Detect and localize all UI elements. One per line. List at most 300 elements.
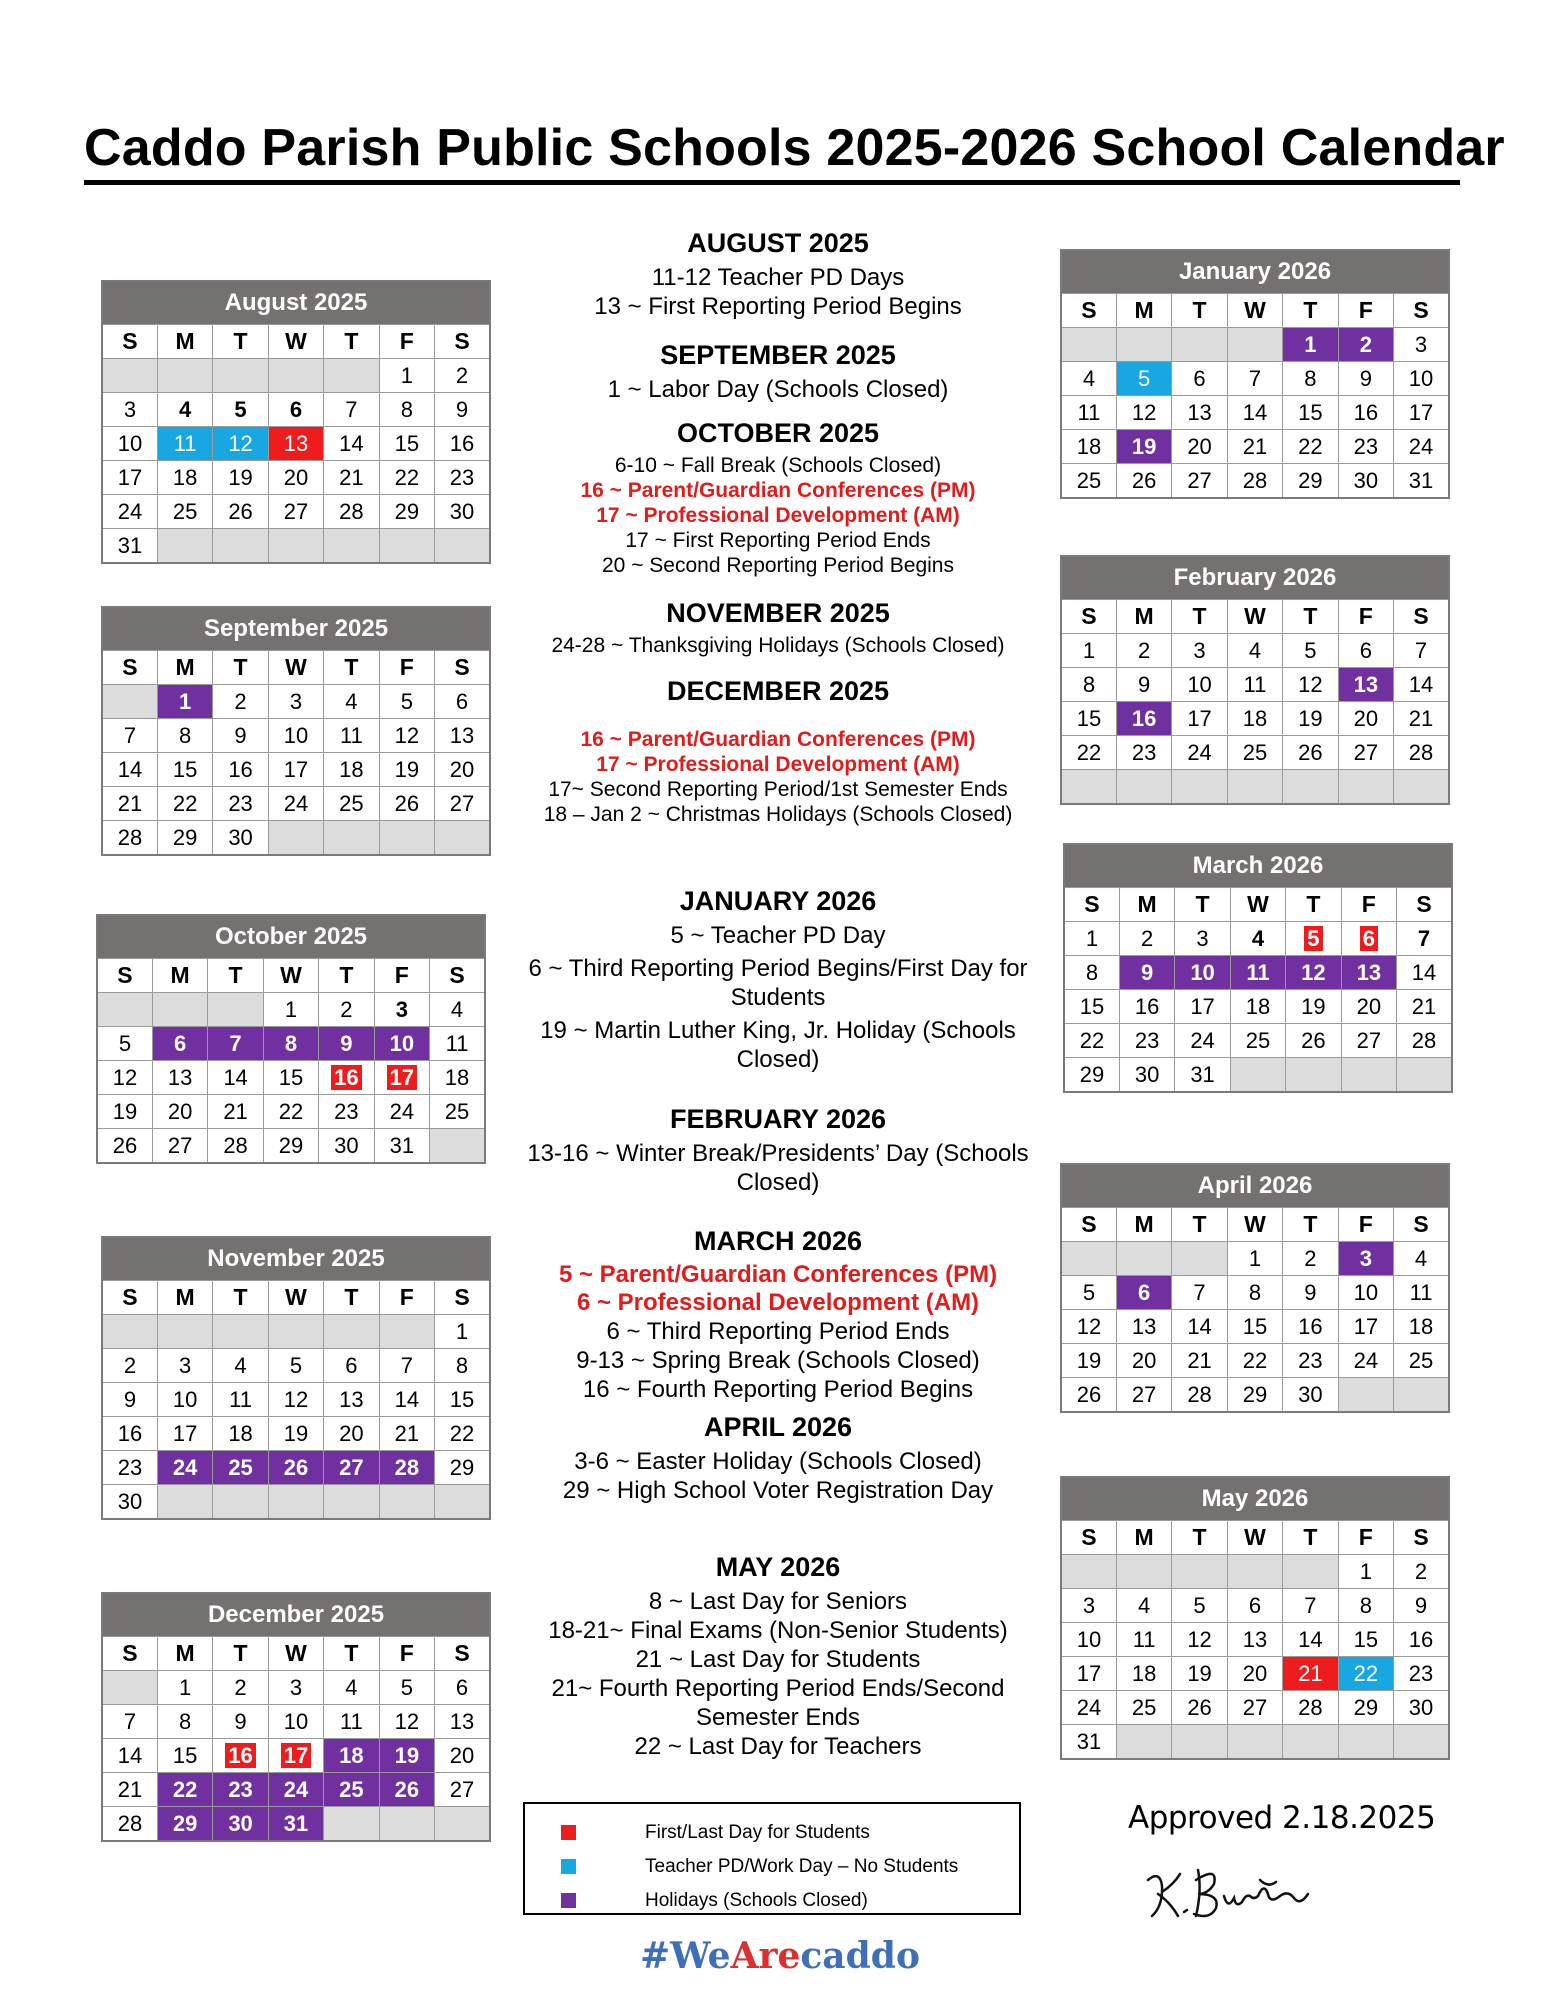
day-cell: 23 <box>1338 430 1393 464</box>
day-cell: 22 <box>1061 736 1116 770</box>
empty-day-cell <box>1338 1378 1393 1413</box>
day-cell: 12 <box>1172 1623 1227 1657</box>
day-number: 16 <box>331 1065 361 1090</box>
day-cell: 26 <box>379 1773 434 1807</box>
day-cell: 25 <box>1116 1691 1171 1725</box>
event-month-heading: MARCH 2026 <box>693 1226 863 1256</box>
day-cell: 28 <box>1172 1378 1227 1413</box>
day-cell: 10 <box>102 427 157 461</box>
day-cell: 2 <box>213 1671 268 1705</box>
empty-day-cell <box>435 529 490 564</box>
weekday-label: W <box>1227 1208 1282 1242</box>
day-cell: 16 <box>1116 702 1171 736</box>
day-cell: 9 <box>213 1705 268 1739</box>
empty-day-cell <box>102 359 157 393</box>
day-cell: 14 <box>324 427 379 461</box>
day-cell: 8 <box>1227 1276 1282 1310</box>
day-cell: 21 <box>1172 1344 1227 1378</box>
day-cell: 29 <box>379 495 434 529</box>
day-cell: 13 <box>1116 1310 1171 1344</box>
event-month-heading: SEPTEMBER 2025 <box>660 340 896 370</box>
day-cell: 5 <box>1283 634 1338 668</box>
day-cell: 21 <box>208 1095 263 1129</box>
event-item: 16 ~ Fourth Reporting Period Begins <box>582 1376 974 1403</box>
weekday-label: W <box>268 325 323 359</box>
day-cell: 6 <box>268 393 323 427</box>
day-cell: 10 <box>1172 668 1227 702</box>
day-cell: 27 <box>152 1129 207 1164</box>
legend-swatch-red <box>561 1825 576 1840</box>
weekday-label: S <box>435 651 490 685</box>
empty-day-cell <box>324 821 379 856</box>
event-month-heading: MAY 2026 <box>715 1552 841 1582</box>
day-cell: 10 <box>1338 1276 1393 1310</box>
weekday-label: T <box>213 651 268 685</box>
empty-day-cell <box>1227 328 1282 362</box>
day-cell: 27 <box>1227 1691 1282 1725</box>
day-cell: 8 <box>379 393 434 427</box>
signature <box>1140 1850 1325 1930</box>
event-item: 13-16 ~ Winter Break/Presidents’ Day (Schools Closed) <box>527 1140 1029 1196</box>
day-cell: 17 <box>1394 396 1449 430</box>
empty-day-cell <box>1172 1725 1227 1760</box>
day-cell: 12 <box>379 1705 434 1739</box>
day-cell: 28 <box>1397 1024 1452 1058</box>
month-title: March 2026 <box>1064 844 1452 888</box>
event-item: 3-6 ~ Easter Holiday (Schools Closed) <box>574 1448 982 1475</box>
day-cell: 6 <box>435 685 490 719</box>
empty-day-cell <box>1230 1058 1285 1093</box>
empty-day-cell <box>379 529 434 564</box>
event-item: 22 ~ Last Day for Teachers <box>634 1733 922 1760</box>
day-cell: 2 <box>1394 1555 1449 1589</box>
month-title: January 2026 <box>1061 250 1449 294</box>
event-item: 18 – Jan 2 ~ Christmas Holidays (Schools Closed) <box>543 803 1013 826</box>
weekday-label: T <box>1172 1208 1227 1242</box>
day-cell: 25 <box>1394 1344 1449 1378</box>
day-cell: 8 <box>1338 1589 1393 1623</box>
day-cell: 11 <box>213 1383 268 1417</box>
day-cell: 15 <box>1338 1623 1393 1657</box>
month-calendar-august-2025 <box>101 280 491 564</box>
weekday-label: S <box>430 959 485 993</box>
day-cell: 20 <box>1116 1344 1171 1378</box>
day-cell: 7 <box>324 393 379 427</box>
day-cell: 20 <box>1341 990 1396 1024</box>
day-cell: 19 <box>1286 990 1341 1024</box>
day-cell: 29 <box>1338 1691 1393 1725</box>
day-cell: 26 <box>268 1451 323 1485</box>
event-item: 29 ~ High School Voter Registration Day <box>562 1477 994 1504</box>
day-cell: 17 <box>1175 990 1230 1024</box>
day-cell: 9 <box>1119 956 1174 990</box>
day-cell: 10 <box>268 719 323 753</box>
day-number: 6 <box>1360 926 1378 951</box>
day-cell: 10 <box>1175 956 1230 990</box>
day-cell: 19 <box>379 1739 434 1773</box>
day-cell: 16 <box>435 427 490 461</box>
day-cell: 9 <box>1338 362 1393 396</box>
month-calendar-november-2025 <box>101 1236 491 1520</box>
day-cell: 5 <box>379 1671 434 1705</box>
day-cell: 17 <box>1061 1657 1116 1691</box>
day-cell: 22 <box>1338 1657 1393 1691</box>
weekday-label: M <box>1116 1521 1171 1555</box>
event-month-heading: FEBRUARY 2026 <box>669 1104 887 1134</box>
weekday-label: T <box>1172 1521 1227 1555</box>
day-cell <box>268 1739 323 1773</box>
day-cell: 14 <box>1394 668 1449 702</box>
day-cell: 7 <box>1227 362 1282 396</box>
day-cell: 11 <box>430 1027 485 1061</box>
day-cell: 29 <box>1283 464 1338 499</box>
weekday-label: T <box>324 1637 379 1671</box>
day-number: 5 <box>1304 926 1322 951</box>
empty-day-cell <box>1172 328 1227 362</box>
day-cell: 18 <box>1227 702 1282 736</box>
day-cell: 28 <box>1283 1691 1338 1725</box>
day-cell: 10 <box>1394 362 1449 396</box>
day-cell: 6 <box>1227 1589 1282 1623</box>
event-section <box>508 676 1048 827</box>
empty-day-cell <box>157 359 212 393</box>
event-item: 24-28 ~ Thanksgiving Holidays (Schools Closed) <box>551 634 1005 657</box>
day-cell: 22 <box>1227 1344 1282 1378</box>
event-section <box>508 1412 1048 1505</box>
day-cell: 23 <box>213 1773 268 1807</box>
day-cell: 27 <box>268 495 323 529</box>
event-item: 5 ~ Parent/Guardian Conferences (PM) <box>558 1261 998 1288</box>
empty-day-cell <box>324 529 379 564</box>
day-cell <box>213 1739 268 1773</box>
day-cell: 7 <box>1283 1589 1338 1623</box>
day-cell: 24 <box>1172 736 1227 770</box>
weekday-label: T <box>1172 294 1227 328</box>
day-cell: 4 <box>430 993 485 1027</box>
day-cell: 1 <box>1227 1242 1282 1276</box>
day-cell: 7 <box>208 1027 263 1061</box>
event-month-heading: AUGUST 2025 <box>687 228 869 258</box>
weekday-label: M <box>157 325 212 359</box>
empty-day-cell <box>268 529 323 564</box>
day-cell: 1 <box>1061 634 1116 668</box>
day-cell: 23 <box>213 787 268 821</box>
day-cell: 24 <box>268 1773 323 1807</box>
day-cell: 4 <box>1227 634 1282 668</box>
day-cell: 2 <box>435 359 490 393</box>
day-cell: 13 <box>324 1383 379 1417</box>
day-cell: 5 <box>379 685 434 719</box>
day-cell: 18 <box>157 461 212 495</box>
weekday-label: T <box>1283 1208 1338 1242</box>
empty-day-cell <box>435 1807 490 1842</box>
empty-day-cell <box>1116 328 1171 362</box>
day-cell: 9 <box>435 393 490 427</box>
day-cell: 13 <box>1172 396 1227 430</box>
event-item: 6 ~ Professional Development (AM) <box>576 1289 980 1316</box>
day-cell: 20 <box>1338 702 1393 736</box>
weekday-label: T <box>208 959 263 993</box>
day-cell: 19 <box>1061 1344 1116 1378</box>
empty-day-cell <box>379 1807 434 1842</box>
day-cell: 12 <box>1283 668 1338 702</box>
day-cell: 22 <box>157 787 212 821</box>
empty-day-cell <box>102 1671 157 1705</box>
weekday-label: T <box>213 325 268 359</box>
day-cell: 8 <box>157 719 212 753</box>
day-cell: 4 <box>324 685 379 719</box>
day-cell: 30 <box>213 1807 268 1842</box>
day-cell: 3 <box>1172 634 1227 668</box>
day-cell: 7 <box>1172 1276 1227 1310</box>
weekday-label: S <box>102 325 157 359</box>
day-cell: 31 <box>374 1129 429 1164</box>
day-cell: 28 <box>324 495 379 529</box>
empty-day-cell <box>1172 1555 1227 1589</box>
day-cell: 26 <box>1172 1691 1227 1725</box>
day-cell: 18 <box>1061 430 1116 464</box>
event-month-heading: OCTOBER 2025 <box>676 418 880 448</box>
day-cell: 6 <box>324 1349 379 1383</box>
day-cell: 3 <box>1338 1242 1393 1276</box>
event-section <box>508 1104 1048 1197</box>
hashtag-part: Are <box>730 1935 801 1977</box>
event-item: 17 ~ Professional Development (AM) <box>596 753 960 776</box>
day-cell: 22 <box>1283 430 1338 464</box>
weekday-label: S <box>102 1637 157 1671</box>
day-cell: 11 <box>1116 1623 1171 1657</box>
event-section <box>508 1552 1048 1761</box>
weekday-label: S <box>1061 294 1116 328</box>
day-cell: 22 <box>379 461 434 495</box>
day-cell: 17 <box>157 1417 212 1451</box>
empty-day-cell <box>1394 1378 1449 1413</box>
weekday-label: W <box>1227 1521 1282 1555</box>
page-title: Caddo Parish Public Schools 2025-2026 School Calendar <box>84 119 1505 177</box>
month-calendar-december-2025 <box>101 1592 491 1842</box>
day-cell: 29 <box>157 1807 212 1842</box>
day-cell: 20 <box>152 1095 207 1129</box>
empty-day-cell <box>157 529 212 564</box>
day-cell: 31 <box>1394 464 1449 499</box>
day-cell: 18 <box>1394 1310 1449 1344</box>
weekday-label: W <box>1230 888 1285 922</box>
day-cell: 8 <box>263 1027 318 1061</box>
event-section <box>508 886 1048 1074</box>
weekday-label: W <box>1227 294 1282 328</box>
month-title: December 2025 <box>102 1593 490 1637</box>
day-cell: 7 <box>102 719 157 753</box>
day-cell: 17 <box>102 461 157 495</box>
day-cell: 23 <box>435 461 490 495</box>
day-cell: 2 <box>102 1349 157 1383</box>
day-cell: 20 <box>1172 430 1227 464</box>
empty-day-cell <box>379 1485 434 1520</box>
weekday-label: S <box>1394 294 1449 328</box>
weekday-label: S <box>1061 600 1116 634</box>
event-month-heading: JANUARY 2026 <box>679 886 877 916</box>
weekday-label: M <box>157 1637 212 1671</box>
legend-label: Teacher PD/Work Day – No Students <box>645 1856 959 1877</box>
month-calendar-may-2026 <box>1060 1476 1450 1760</box>
empty-day-cell <box>324 1485 379 1520</box>
day-cell: 11 <box>324 1705 379 1739</box>
day-cell: 31 <box>268 1807 323 1842</box>
empty-day-cell <box>435 1485 490 1520</box>
weekday-label: F <box>1338 600 1393 634</box>
day-cell <box>374 1061 429 1095</box>
day-cell: 2 <box>319 993 374 1027</box>
month-title: August 2025 <box>102 281 490 325</box>
day-cell: 15 <box>1061 702 1116 736</box>
day-cell: 5 <box>1061 1276 1116 1310</box>
day-cell: 14 <box>1283 1623 1338 1657</box>
weekday-label: M <box>157 651 212 685</box>
weekday-label: F <box>1341 888 1396 922</box>
approval-note: Approved 2.18.2025 <box>1128 1800 1436 1836</box>
day-cell: 16 <box>213 753 268 787</box>
event-item: 9-13 ~ Spring Break (Schools Closed) <box>576 1347 980 1374</box>
day-cell: 25 <box>324 787 379 821</box>
day-cell: 29 <box>1227 1378 1282 1413</box>
event-month-heading: DECEMBER 2025 <box>666 676 890 706</box>
day-cell: 23 <box>319 1095 374 1129</box>
event-item: 18-21~ Final Exams (Non-Senior Students) <box>548 1617 1008 1644</box>
day-cell: 4 <box>1116 1589 1171 1623</box>
empty-day-cell <box>1061 328 1116 362</box>
day-cell: 29 <box>263 1129 318 1164</box>
day-cell: 11 <box>1061 396 1116 430</box>
day-cell: 15 <box>157 1739 212 1773</box>
empty-day-cell <box>1227 770 1282 805</box>
weekday-label: S <box>97 959 152 993</box>
day-cell: 13 <box>1341 956 1396 990</box>
day-cell: 9 <box>1283 1276 1338 1310</box>
day-cell: 7 <box>1394 634 1449 668</box>
day-cell: 21 <box>102 1773 157 1807</box>
legend-label: First/Last Day for Students <box>645 1822 870 1843</box>
day-cell: 4 <box>324 1671 379 1705</box>
day-cell: 25 <box>1230 1024 1285 1058</box>
day-cell: 18 <box>324 1739 379 1773</box>
day-cell: 30 <box>1338 464 1393 499</box>
day-cell: 30 <box>102 1485 157 1520</box>
weekday-label: T <box>213 1637 268 1671</box>
day-cell: 11 <box>1394 1276 1449 1310</box>
day-cell: 6 <box>152 1027 207 1061</box>
day-cell: 23 <box>1119 1024 1174 1058</box>
day-cell: 17 <box>268 753 323 787</box>
month-calendar-february-2026 <box>1060 555 1450 805</box>
day-cell: 10 <box>268 1705 323 1739</box>
day-cell: 14 <box>102 753 157 787</box>
day-cell: 3 <box>1175 922 1230 956</box>
month-calendar-september-2025 <box>101 606 491 856</box>
day-cell: 8 <box>1064 956 1119 990</box>
day-cell: 4 <box>213 1349 268 1383</box>
event-month-heading: NOVEMBER 2025 <box>666 598 890 628</box>
day-cell: 26 <box>1116 464 1171 499</box>
day-cell: 28 <box>1227 464 1282 499</box>
empty-day-cell <box>324 1807 379 1842</box>
day-cell: 28 <box>102 821 157 856</box>
weekday-label: W <box>268 651 323 685</box>
weekday-label: F <box>1338 1521 1393 1555</box>
day-cell: 20 <box>435 1739 490 1773</box>
day-cell: 21 <box>1283 1657 1338 1691</box>
empty-day-cell <box>324 359 379 393</box>
day-cell: 22 <box>157 1773 212 1807</box>
empty-day-cell <box>379 1315 434 1349</box>
day-cell: 21 <box>324 461 379 495</box>
empty-day-cell <box>1283 1555 1338 1589</box>
day-cell: 3 <box>268 1671 323 1705</box>
weekday-label: M <box>1116 294 1171 328</box>
event-item: 1 ~ Labor Day (Schools Closed) <box>607 376 949 403</box>
day-cell: 13 <box>435 1705 490 1739</box>
day-cell: 30 <box>435 495 490 529</box>
day-cell: 28 <box>379 1451 434 1485</box>
day-cell: 3 <box>1394 328 1449 362</box>
event-item: 17~ Second Reporting Period/1st Semester Ends <box>548 778 1008 801</box>
day-cell: 18 <box>430 1061 485 1095</box>
day-cell: 5 <box>213 393 268 427</box>
day-cell: 3 <box>157 1349 212 1383</box>
empty-day-cell <box>213 1485 268 1520</box>
day-number: 17 <box>281 1743 311 1768</box>
day-cell: 12 <box>213 427 268 461</box>
day-cell: 26 <box>379 787 434 821</box>
day-cell: 5 <box>97 1027 152 1061</box>
empty-day-cell <box>1116 1555 1171 1589</box>
empty-day-cell <box>1061 1242 1116 1276</box>
legend-swatch-purple <box>561 1893 576 1908</box>
legend <box>523 1802 1021 1915</box>
day-cell: 11 <box>157 427 212 461</box>
day-cell: 17 <box>1172 702 1227 736</box>
weekday-label: F <box>379 325 434 359</box>
legend-swatch-blue <box>561 1859 576 1874</box>
day-cell: 10 <box>1061 1623 1116 1657</box>
weekday-label: S <box>1061 1208 1116 1242</box>
empty-day-cell <box>97 993 152 1027</box>
day-cell: 2 <box>1338 328 1393 362</box>
day-cell: 7 <box>379 1349 434 1383</box>
weekday-label: M <box>152 959 207 993</box>
day-cell: 14 <box>1397 956 1452 990</box>
day-cell: 29 <box>1064 1058 1119 1093</box>
empty-day-cell <box>208 993 263 1027</box>
day-cell: 30 <box>319 1129 374 1164</box>
day-cell: 19 <box>1116 430 1171 464</box>
weekday-label: S <box>102 1281 157 1315</box>
weekday-label: T <box>1283 600 1338 634</box>
day-cell: 15 <box>1283 396 1338 430</box>
day-cell: 10 <box>374 1027 429 1061</box>
day-cell: 21 <box>1227 430 1282 464</box>
day-cell: 11 <box>1230 956 1285 990</box>
day-cell: 12 <box>1116 396 1171 430</box>
day-cell: 1 <box>379 359 434 393</box>
weekday-label: F <box>379 1637 434 1671</box>
day-cell: 4 <box>1230 922 1285 956</box>
day-cell: 21 <box>379 1417 434 1451</box>
day-cell <box>1341 922 1396 956</box>
day-cell: 3 <box>268 685 323 719</box>
day-cell: 25 <box>324 1773 379 1807</box>
day-cell: 14 <box>1227 396 1282 430</box>
weekday-label: T <box>319 959 374 993</box>
